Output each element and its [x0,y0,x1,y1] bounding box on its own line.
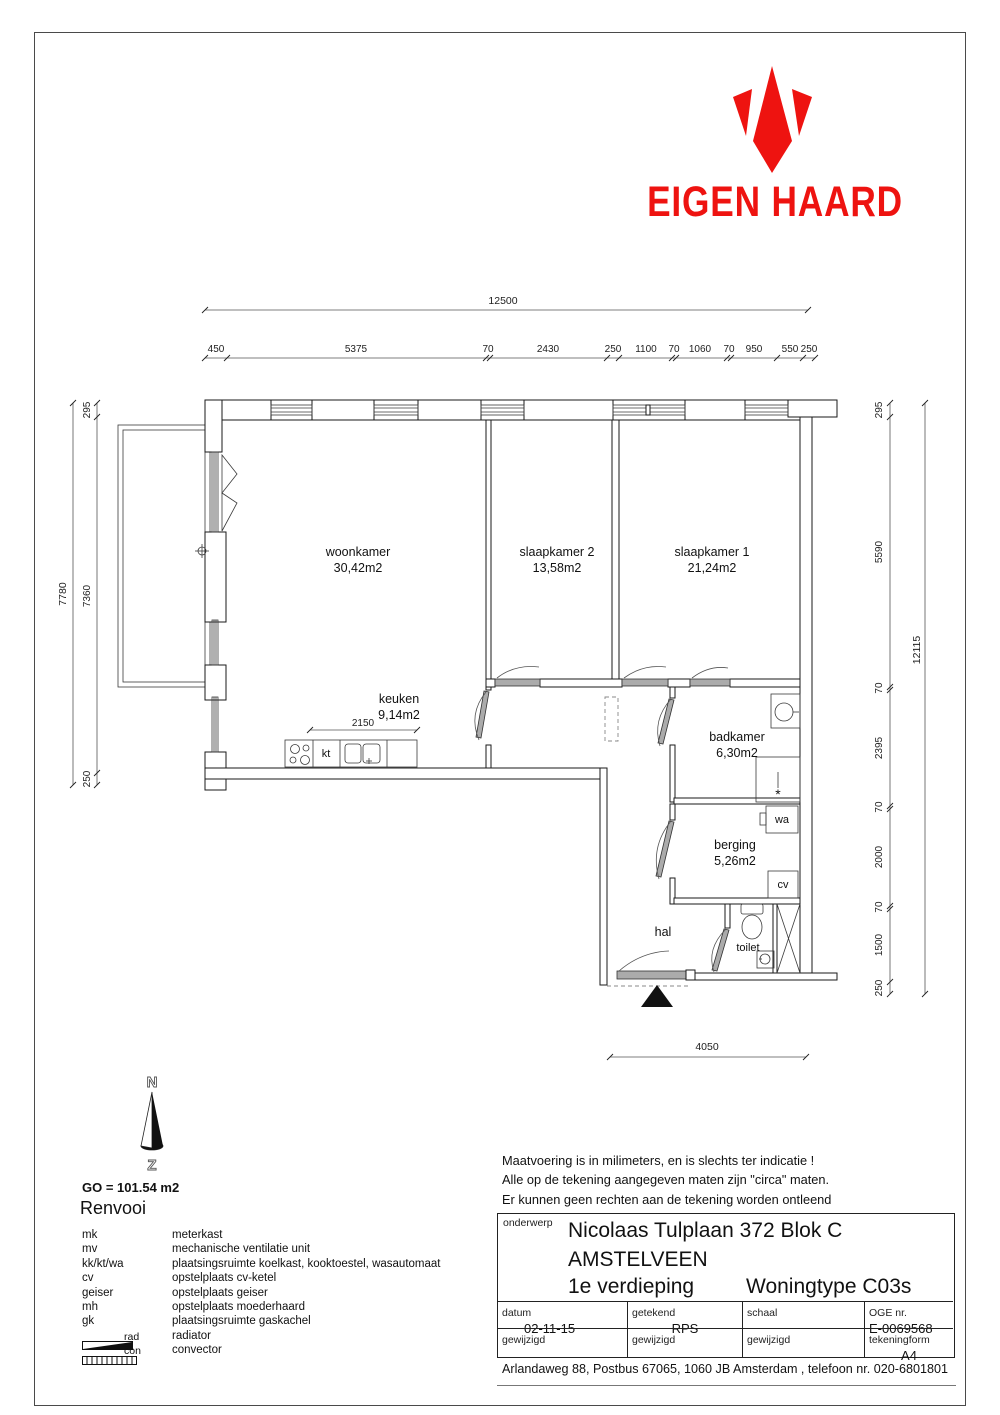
svg-text:250: 250 [800,344,818,355]
project-woningtype: Woningtype C03s [746,1275,912,1298]
title-block [497,1213,955,1363]
compass-north-label: N [146,1074,158,1091]
legend-row: kk/kt/wa plaatsingsruimte koelkast, kooktoestel, wasautomaat [82,1257,441,1270]
getekend-cell: getekend RPS [627,1301,742,1328]
fixture-label-cv: cv [777,879,789,891]
room-label-woonkamer: woonkamer [325,545,391,559]
svg-text:12500: 12500 [488,295,518,307]
svg-text:2000: 2000 [874,845,885,869]
svg-text:2430: 2430 [536,344,560,355]
svg-text:70: 70 [874,801,885,813]
legend-row: mk meterkast [82,1229,223,1241]
dimension-right-total [911,400,928,997]
onderwerp-label: onderwerp [503,1217,553,1229]
project-city: AMSTELVEEN [568,1248,708,1271]
svg-text:30,42m2: 30,42m2 [333,561,383,575]
svg-text:70: 70 [874,682,885,694]
svg-text:2395: 2395 [874,736,885,760]
tekeningform-cell: tekeningform A4 [864,1328,953,1357]
svg-text:295: 295 [82,401,93,419]
svg-text:12115: 12115 [911,635,923,665]
entrance-arrow-icon [641,985,673,1007]
svg-text:*: * [775,786,781,802]
legend-title: Renvooi [80,1198,147,1218]
shower-icon [756,757,800,802]
svg-text:250: 250 [874,979,885,997]
fixture-label-wa: wa [774,814,790,826]
notes [502,1151,831,1209]
dimension-top-segments [202,344,818,361]
stove-icon [290,745,310,765]
svg-text:70: 70 [723,344,735,355]
legend-row: gk plaatsingsruimte gaskachel [82,1315,311,1328]
gewijzigd-cell-1: gewijzigd [498,1328,627,1357]
svg-text:70: 70 [482,344,494,355]
gewijzigd-cell-2: gewijzigd [627,1328,742,1357]
footer-address: Arlandaweg 88, Postbus 67065, 1060 JB Amsterdam , telefoon nr. 020-6801801 [502,1362,948,1376]
svg-text:9,14m2: 9,14m2 [378,708,420,722]
oge-value: E-0069568 [869,1321,933,1336]
room-label-keuken: keuken [378,692,420,706]
gewijzigd-cell-3: gewijzigd [742,1328,864,1357]
svg-text:70: 70 [668,344,680,355]
svg-text:21,24m2: 21,24m2 [687,561,737,575]
note-line: Alle op de tekening aangegeven maten zijn "circa" maten. [502,1172,830,1188]
svg-text:6,30m2: 6,30m2 [716,746,758,760]
svg-text:250: 250 [604,344,622,355]
room-label-hal: hal [654,925,672,939]
svg-text:4050: 4050 [695,1041,719,1053]
legend-row-radiator: rad radiator [82,1330,440,1344]
title-block-subject [498,1214,954,1301]
dimension-right-segments [874,400,893,997]
room-labels [322,545,790,954]
balcony-door [222,455,237,531]
svg-text:2150: 2150 [351,718,375,729]
note-line: Er kunnen geen rechten aan de tekening worden ontleend [502,1191,832,1207]
logo-flame-icon [733,66,812,173]
compass [141,1074,163,1174]
svg-text:13,58m2: 13,58m2 [532,561,582,575]
svg-text:450: 450 [207,344,225,355]
svg-text:5,26m2: 5,26m2 [714,854,756,868]
room-label-berging: berging [714,838,756,852]
tekeningform-value: A4 [901,1348,917,1363]
svg-text:950: 950 [745,344,763,355]
legend-row-convector: con convector [82,1344,440,1358]
footer-divider [497,1385,956,1386]
room-label-slaapkamer2: slaapkamer 2 [519,545,595,559]
dimension-left-total [57,400,76,788]
schaal-cell: schaal [742,1301,864,1328]
sink-icon [345,744,380,764]
wc-icon [741,904,763,939]
legend-row: mh opstelplaats moederhaard [82,1300,305,1313]
shaft [777,904,800,973]
project-floor: 1e verdieping [568,1275,695,1298]
title-block-grid [498,1301,954,1363]
svg-text:5590: 5590 [874,540,885,564]
note-line: Maatvoering is in milimeters, en is slechts ter indicatie ! [502,1153,815,1168]
svg-text:250: 250 [82,770,93,788]
room-label-toilet: toilet [736,942,760,954]
closet-dashed [605,697,618,741]
dimension-left-segments [82,400,100,788]
datum-cell: datum 02-11-15 [498,1301,627,1328]
room-label-badkamer: badkamer [709,730,765,744]
svg-text:5375: 5375 [344,344,368,355]
getekend-value: RPS [671,1321,699,1336]
project-title: Nicolaas Tulplaan 372 Blok C [568,1219,843,1242]
svg-text:70: 70 [874,901,885,913]
washbasin-icon [771,694,800,728]
logo-wordmark: EIGEN HAARD [647,178,903,226]
svg-text:7780: 7780 [57,582,69,606]
windows [212,405,788,752]
legend-row: geiser opstelplaats geiser [82,1286,268,1299]
kitchen-counter [285,740,417,767]
legend-row: mv mechanische ventilatie unit [82,1243,311,1256]
svg-text:550: 550 [781,344,799,355]
svg-text:1060: 1060 [688,344,712,355]
svg-text:7360: 7360 [82,584,93,608]
legend-row: cv opstelplaats cv-ketel [82,1272,277,1285]
oge-cell: OGE nr. E-0069568 [864,1301,953,1328]
dimension-bottom [607,1041,809,1060]
datum-value: 02-11-15 [524,1321,576,1336]
room-label-slaapkamer1: slaapkamer 1 [674,545,750,559]
legend [82,1229,440,1359]
fixture-label-kt: kt [321,748,331,760]
dimension-top-total [202,295,811,313]
svg-text:1500: 1500 [874,933,885,957]
balcony [118,425,210,687]
svg-text:295: 295 [874,401,885,419]
svg-text:1100: 1100 [635,344,657,355]
compass-south-label: Z [147,1157,157,1174]
walls [205,400,837,985]
summary-go: GO = 101.54 m2 [82,1180,180,1195]
